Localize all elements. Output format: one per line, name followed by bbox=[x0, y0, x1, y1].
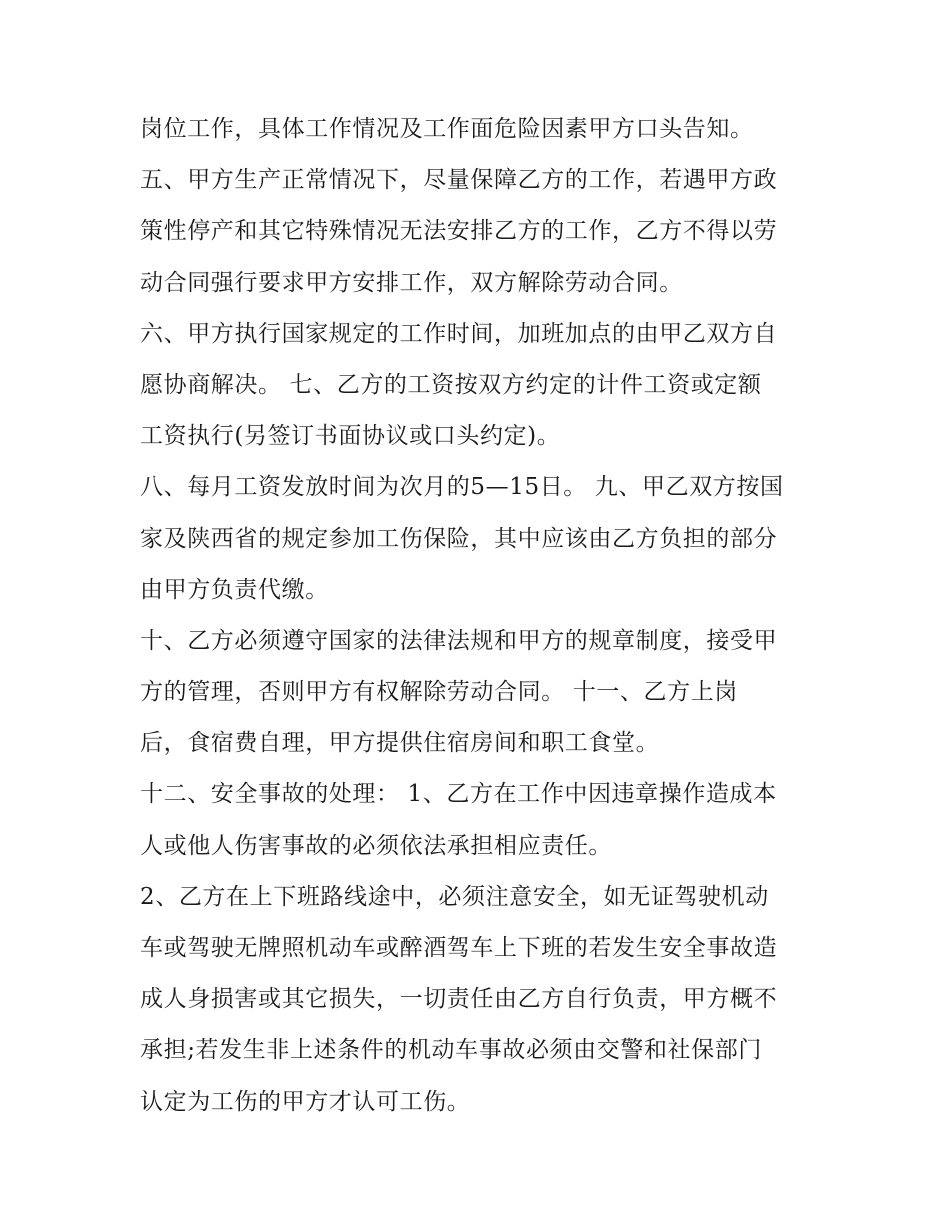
text-line: 后，食宿费自理，甲方提供住宿房间和职工食堂。 bbox=[140, 730, 660, 757]
text-line: 六、甲方执行国家规定的工作时间，加班加点的由甲乙双方自 bbox=[140, 320, 778, 347]
text-line: 成人身损害或其它损失，一切责任由乙方自行负责，甲方概不 bbox=[140, 986, 778, 1013]
text-line: 承担;若发生非上述条件的机动车事故必须由交警和社保部门 bbox=[140, 1037, 762, 1064]
text-line: 2、乙方在上下班路线途中，必须注意安全，如无证驾驶机动 bbox=[140, 883, 769, 910]
text-line: 五、甲方生产正常情况下，尽量保障乙方的工作，若遇甲方政 bbox=[140, 167, 778, 194]
text-line: 认定为工伤的甲方才认可工伤。 bbox=[140, 1088, 471, 1115]
text-line: 工资执行(另签订书面协议或口头约定)。 bbox=[140, 423, 561, 450]
text-line: 由甲方负责代缴。 bbox=[140, 576, 329, 603]
text-line: 八、每月工资发放时间为次月的5—15日。 九、甲乙双方按国 bbox=[140, 474, 784, 501]
text-line: 岗位工作，具体工作情况及工作面危险因素甲方口头告知。 bbox=[140, 116, 754, 142]
text-line: 十二、安全事故的处理： 1、乙方在工作中因违章操作造成本 bbox=[140, 781, 777, 808]
text-line: 家及陕西省的规定参加工伤保险，其中应该由乙方负担的部分 bbox=[140, 525, 778, 552]
text-line: 动合同强行要求甲方安排工作，双方解除劳动合同。 bbox=[140, 269, 683, 296]
text-line: 愿协商解决。 七、乙方的工资按双方约定的计件工资或定额 bbox=[140, 371, 762, 398]
contract-text bbox=[140, 104, 830, 1128]
text-line: 十、乙方必须遵守国家的法律法规和甲方的规章制度，接受甲 bbox=[140, 627, 778, 654]
text-line: 方的管理，否则甲方有权解除劳动合同。 十一、乙方上岗 bbox=[140, 679, 738, 706]
text-line: 策性停产和其它特殊情况无法安排乙方的工作，乙方不得以劳 bbox=[140, 218, 778, 245]
text-line: 车或驾驶无牌照机动车或醉酒驾车上下班的若发生安全事故造 bbox=[140, 935, 778, 961]
text-line: 人或他人伤害事故的必须依法承担相应责任。 bbox=[140, 832, 612, 859]
